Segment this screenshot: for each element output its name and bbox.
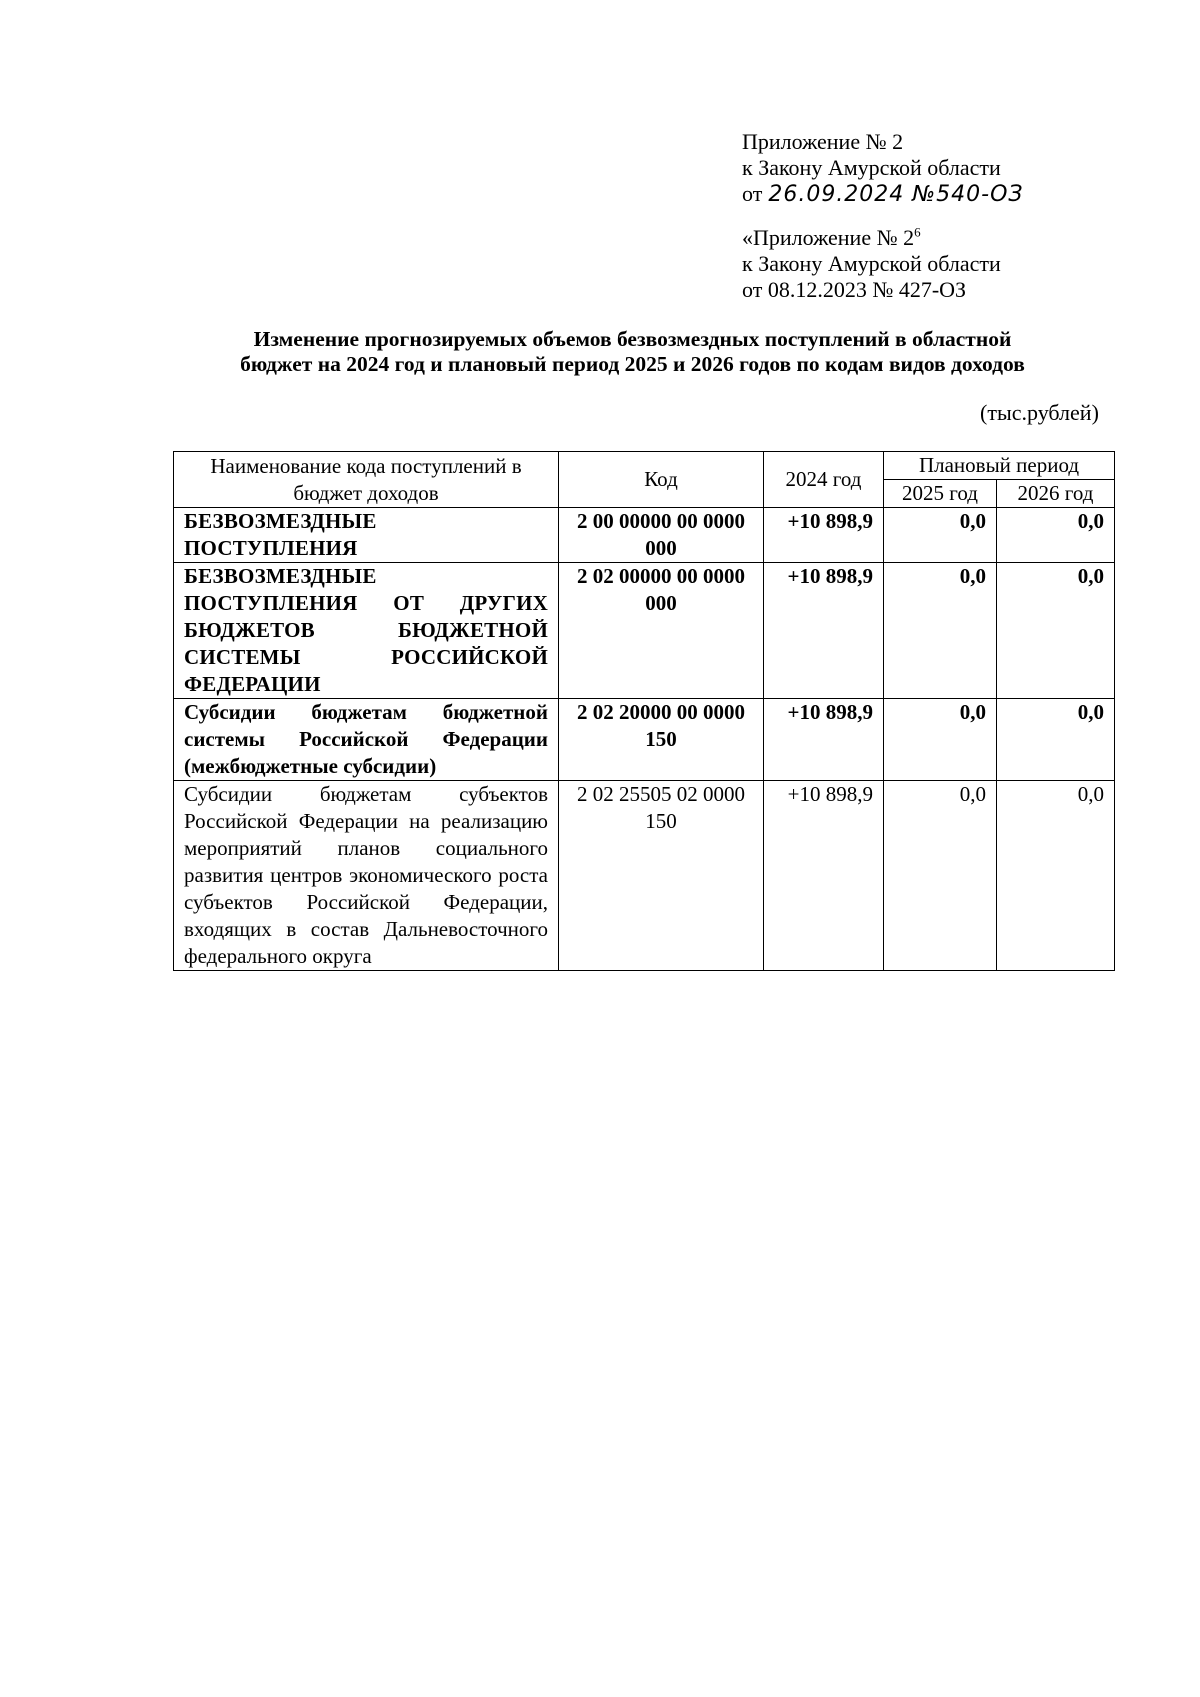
- header-planned-period: Плановый период: [884, 452, 1115, 480]
- row-code: 2 00 00000 00 0000 000: [559, 508, 764, 563]
- units-label: (тыс.рублей): [980, 400, 1099, 425]
- appendix-number: Приложение № 2: [742, 129, 904, 154]
- row-name: БЕЗВОЗМЕЗДНЫЕ ПОСТУПЛЕНИЯ: [174, 508, 559, 563]
- prior-appendix-date: от 08.12.2023 № 427-ОЗ: [742, 277, 967, 302]
- document-title-line-2: бюджет на 2024 год и плановый период 2025 и 2026 годов по кодам видов доходов: [240, 352, 1025, 376]
- row-2024: +10 898,9: [764, 699, 884, 781]
- prior-appendix-number-text: «Приложение № 2: [742, 225, 915, 250]
- header-code: Код: [559, 452, 764, 508]
- table-header-row: [174, 452, 1115, 480]
- row-code: 2 02 00000 00 0000 000: [559, 563, 764, 699]
- table-row: [174, 563, 1115, 699]
- prior-appendix-header: [742, 225, 1001, 303]
- row-name: Субсидии бюджетам субъектов Российской Федерации на реализацию мероприятий планов социального развития центров экономического роста субъектов Российской Федерации, входящих в состав Дальневосточного федерального округа: [174, 781, 559, 971]
- row-2025: 0,0: [884, 508, 997, 563]
- document-title-line-1: Изменение прогнозируемых объемов безвозмездных поступлений в областной: [253, 327, 1012, 351]
- table-row: [174, 781, 1115, 971]
- table-row: [174, 508, 1115, 563]
- budget-table: [173, 451, 1115, 971]
- header-name: Наименование кода поступлений в бюджет доходов: [174, 452, 559, 508]
- row-2025: 0,0: [884, 781, 997, 971]
- row-name: БЕЗВОЗМЕЗДНЫЕ ПОСТУПЛЕНИЯ ОТ ДРУГИХ БЮДЖЕТОВ БЮДЖЕТНОЙ СИСТЕМЫ РОССИЙСКОЙ ФЕДЕРАЦИИ: [174, 563, 559, 699]
- appendix-header: [742, 129, 1024, 208]
- header-2024: 2024 год: [764, 452, 884, 508]
- row-2026: 0,0: [997, 699, 1115, 781]
- handwritten-date-number: 26.09.2024 №540-ОЗ: [768, 182, 1024, 207]
- prior-appendix-superscript: 6: [914, 224, 921, 240]
- table-row: [174, 699, 1115, 781]
- row-2025: 0,0: [884, 563, 997, 699]
- prior-appendix-law-reference: к Закону Амурской области: [742, 251, 1001, 276]
- row-name: Субсидии бюджетам бюджетной системы Российской Федерации (межбюджетные субсидии): [174, 699, 559, 781]
- document-title: [160, 327, 1105, 377]
- row-2026: 0,0: [997, 563, 1115, 699]
- row-2024: +10 898,9: [764, 781, 884, 971]
- row-2024: +10 898,9: [764, 563, 884, 699]
- appendix-law-reference: к Закону Амурской области: [742, 155, 1001, 180]
- row-2025: 0,0: [884, 699, 997, 781]
- row-code: 2 02 20000 00 0000 150: [559, 699, 764, 781]
- row-code: 2 02 25505 02 0000 150: [559, 781, 764, 971]
- row-2026: 0,0: [997, 781, 1115, 971]
- row-2026: 0,0: [997, 508, 1115, 563]
- prior-appendix-number: [742, 225, 1001, 251]
- header-2025: 2025 год: [884, 480, 997, 508]
- appendix-date-line: [742, 181, 1024, 208]
- row-2024: +10 898,9: [764, 508, 884, 563]
- appendix-date-prefix: от: [742, 181, 763, 206]
- header-2026: 2026 год: [997, 480, 1115, 508]
